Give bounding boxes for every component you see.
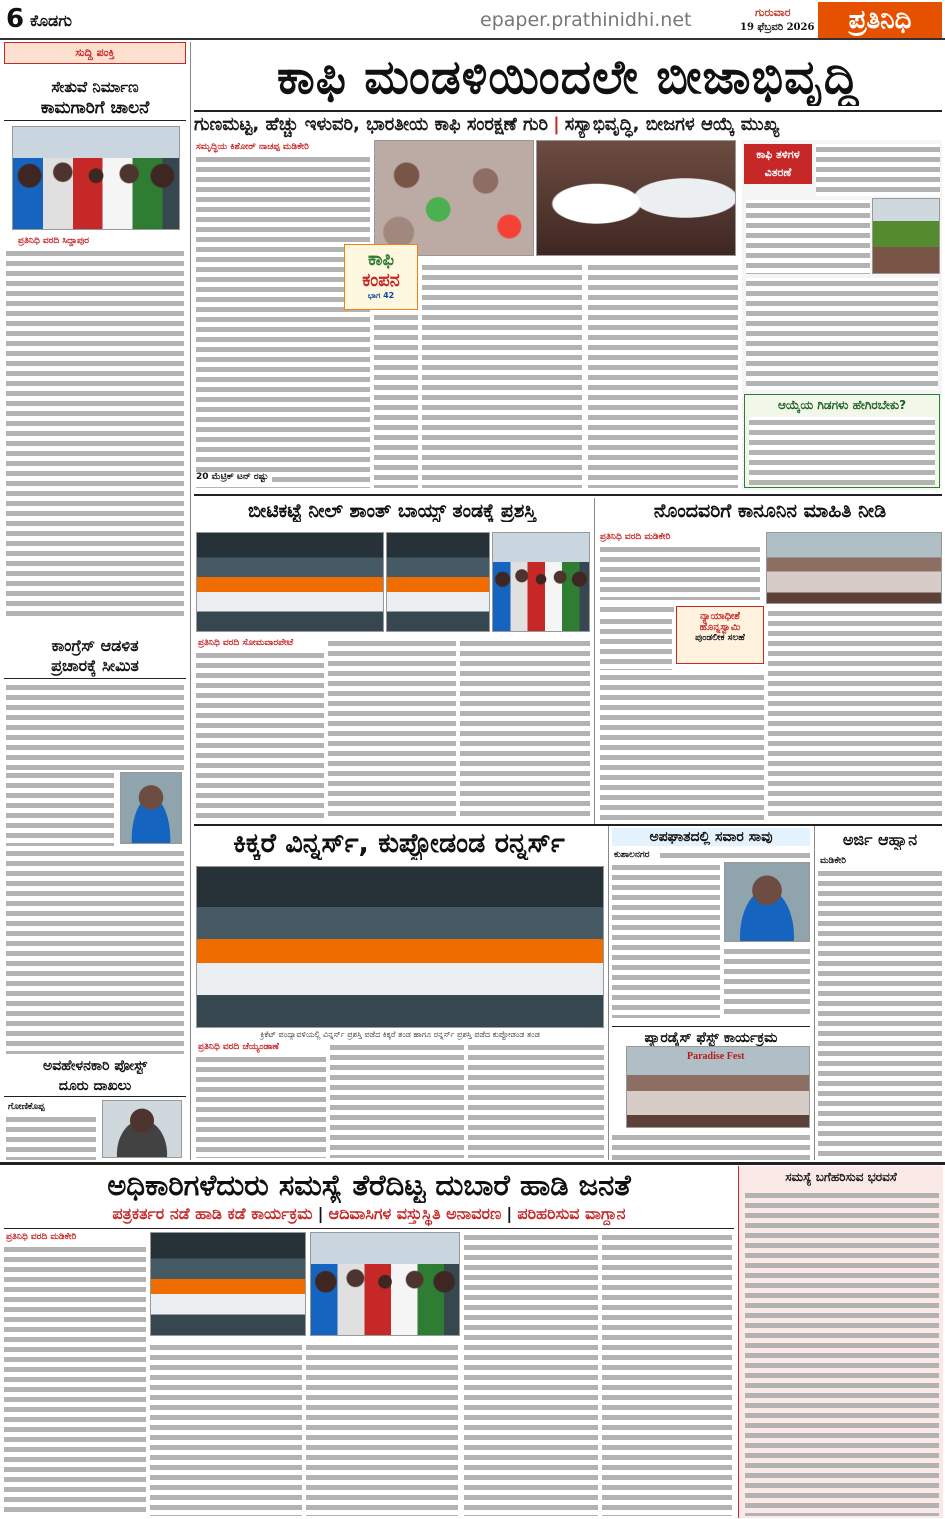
sidebar-body-text [816,144,940,196]
quote-line3: ಪುಂಡಲೀಕ ಸಲಹೆ [695,633,745,643]
bottom-byline: ಪ್ರತಿನಿಧಿ ವರದಿ ಮಡಿಕೇರಿ [6,1232,77,1242]
bottom-rule [4,1228,734,1229]
section-rule [0,1162,945,1165]
bottom-body-col1 [4,1244,146,1516]
victims-headline: ನೊಂದವರಿಗೆ ಕಾನೂನಿನ ಮಾಹಿತಿ ನೀಡಿ [653,500,887,522]
accident-body-text [660,850,810,860]
lead-subhead-b: ಸಸ್ಯಾಭಿವೃದ್ಧಿ, ಬೀಜಗಳ ಆಯ್ಕೆ ಮುಖ್ಯ [564,114,780,135]
paradise-fest-photo [626,1046,810,1128]
victims-body-text [600,604,674,614]
story-headline-line1: ಅವಹೇಳನಕಾರಿ ಪೋಸ್ಟ್ [42,1058,148,1074]
bottom-subhead-c: ಪರಿಹರಿಸುವ ವಾಗ್ದಾನ [517,1204,626,1223]
column-divider [594,498,595,824]
victims-byline: ಪ್ರತಿನಿಧಿ ವರದಿ ಮಡಿಕೇರಿ [600,532,671,542]
masthead [0,0,945,40]
lead-byline: ಸಮೃದ್ಧಿಯ ಕಿಶೋರ್ ನಾಚಪ್ಪ ಮಡಿಕೇರಿ [196,142,309,152]
quote-box [676,606,764,664]
bottom-body-col5 [602,1232,732,1516]
story-byline: ಪ್ರತಿನಿಧಿ ವರದಿ ಸಿದ್ದಾಪುರ [18,236,90,246]
story-headline-line2: ದೂರು ದಾಖಲು [4,1078,186,1097]
cricket-teams-photo [196,866,604,1028]
beeti-body-col2 [328,638,456,820]
sidebar-body-text [746,200,870,274]
section-rule [194,494,942,496]
bottom-subhead-b: ಆದಿವಾಸಿಗಳ ವಸ್ತುಸ್ಥಿತಿ ಅನಾವರಣ [328,1204,502,1223]
legal-awareness-photo [766,532,942,604]
story-body-text [6,848,184,1054]
story-headline-line2: ಪ್ರಚಾರಕ್ಕೆ ಸೀಮಿತ [4,656,186,679]
accident-victim-photo [724,862,810,942]
victims-body-text [600,544,760,600]
paradise-headline: ಪ್ಯಾರಡೈಸ್ ಫೆಸ್ಟ್ ಕಾರ್ಯಕ್ರಮ [612,1026,810,1046]
kikkare-body-col1 [196,1054,326,1158]
application-byline: ಮಡಿಕೇರಿ [820,856,846,866]
bottom-subhead-a: ಪತ್ರಕರ್ತರ ನಡೆ ಹಾಡಿ ಕಡೆ ಕಾರ್ಯಕ್ರಮ [112,1204,313,1223]
bottom-body-col2 [150,1342,302,1516]
column-divider [190,42,191,1160]
lead-subhead [194,114,942,138]
sidebar-tag [744,144,812,184]
lead-body-col3 [588,262,738,488]
story-headline-line1: ಕಾಂಗ್ರೆಸ್ ಆಡಳಿತ [51,636,139,655]
sidebar-tag-line2: ವಿತರಣೆ [764,166,792,179]
bottom-body-col3 [306,1342,458,1516]
column-divider [814,826,815,1160]
section-rule [194,824,942,826]
question-box [744,394,940,488]
lead-headline: ಕಾಫಿ ಮಂಡಳಿಯಿಂದಲೇ ಬೀಜಾಭಿವೃದ್ಧಿ [277,50,859,105]
story-body-text [6,1114,96,1160]
sidebar-body-text [746,278,938,390]
sidebar-heading: ಸಮಸ್ಯೆ ಬಗೆಹರಿಸುವ ಭರವಸೆ [785,1170,897,1184]
politician-portrait [120,772,182,844]
series-part: ಭಾಗ 42 [367,291,395,300]
beeti-photo-3 [492,532,590,632]
story-headline-line1: ಸೇತುವೆ ನಿರ್ಮಾಣ [51,78,139,96]
story-body-text [6,682,184,770]
kikkare-body-col3 [468,1042,604,1158]
left-column [4,42,186,1160]
lead-subhead-a: ಗುಣಮಟ್ಟ, ಹೆಚ್ಚು ಇಳುವರಿ, ಭಾರತೀಯ ಕಾಫಿ ಸಂರಕ್ಷಣೆ ಗುರಿ [194,114,548,135]
bottom-sidebar [738,1166,943,1518]
story-headline-line2: ಕಾಮಗಾರಿಗೆ ಚಾಲನೆ [4,98,186,121]
kikkare-byline: ಪ್ರತಿನಿಧಿ ವರದಿ ಚೆಯ್ಯಂಡಾಣೆ [198,1042,279,1052]
bottom-body-col4 [464,1232,598,1516]
beeti-headline: ಬೀಟಿಕಟ್ಟೆ ನೀಲ್ ಶಾಂತ್ ಬಾಯ್ಸ್ ತಂಡಕ್ಕೆ ಪ್ರಶಸ್ತಿ [248,500,536,522]
story-body-text [6,248,184,620]
beeti-body-col3 [460,638,590,820]
issue-date: 19 ಫೆಬ್ರವರಿ 2026 [740,22,815,33]
lead-sidebar [742,140,942,490]
sidebar-tag-line1: ಕಾಫಿ ತಳಿಗಳ [756,148,800,161]
page-number: 6 [6,4,25,34]
subhead-separator: | [506,1204,513,1223]
site-url[interactable]: epaper.prathinidhi.net [480,9,692,31]
question-body-text [749,417,935,485]
column-divider [608,826,609,1160]
accident-body-text [724,946,810,1018]
application-body-text [818,868,942,1160]
lead-body-col2b [374,312,418,488]
paradise-banner-text: Paradise Fest [687,1051,745,1062]
application-headline: ಅರ್ಜಿ ಆಹ್ವಾನ [842,830,918,849]
quote-line2: ಹೊನ್ನಸ್ವಾಮಿ [699,622,741,633]
column-label: ಸುದ್ದಿ ಪಂಕ್ತಿ [4,42,186,64]
subhead-separator: | [553,114,560,135]
quote-line1: ನ್ಯಾಯಾಧೀಶೆ [700,611,740,622]
lead-body-col1 [196,154,370,488]
bridge-work-photo [12,126,180,230]
coffee-plant-photo [872,198,940,274]
accident-body-text [612,862,720,1018]
beeti-byline: ಪ್ರತಿನಿಧಿ ವರದಿ ಸೋಮವಾರಪೇಟೆ [198,638,294,648]
victims-body-text [600,616,672,670]
paradise-body-text [612,1132,810,1160]
lead-body-col2 [422,262,582,488]
issue-day: ಗುರುವಾರ [755,6,791,19]
victims-body-text [768,608,942,820]
beeti-photo-2 [386,532,490,632]
victims-body-text [600,672,764,820]
newspaper-logo: ಪ್ರತಿನಿಧಿ [818,2,942,38]
accident-byline: ಕುಶಾಲನಗರ [614,850,650,860]
lead-inline-note: 20 ಮೆಟ್ರಿಕ್ ಟನ್ ರಷ್ಟು [196,472,272,482]
series-logo [344,244,418,310]
accident-headline-box [612,828,810,846]
beeti-body-col1 [196,650,324,820]
series-logo-line1: ಕಾಫಿ [368,249,394,270]
police-station-photo [102,1100,182,1158]
coffee-beans-photo [374,140,534,256]
lead-rule [194,110,942,112]
hadi-meeting-photo-2 [310,1232,460,1336]
kikkare-body-col2 [330,1042,464,1158]
kikkare-headline: ಕಿಕ್ಕರೆ ವಿನ್ನರ್ಸ್, ಕುಪ್ಪೋಡಂಡ ರನ್ನರ್ಸ್ [233,828,565,859]
question-heading: ಆಯ್ಕೆಯ ಗಿಡಗಳು ಹೇಗಿರಬೇಕು? [777,398,907,412]
page-section-name: ಕೊಡಗು [30,11,72,30]
kikkare-photo-caption: ಕ್ರಿಕೆಟ್ ಪಂದ್ಯಾವಳಿಯಲ್ಲಿ ವಿನ್ನರ್ಸ್ ಪ್ರಶಸ್ತಿ ಪಡೆದ ಕಿಕ್ಕರೆ ತಂಡ ಹಾಗೂ ರನ್ನರ್ಸ್ ಪ್ರಶಸ್ತಿ ಪಡೆದ ಕುಪ್ಪೋಡಂಡ ತಂಡ [260,1030,540,1039]
story-byline: ಗೋಣಿಕೊಪ್ಪ [8,1102,45,1112]
beeti-photo-1 [196,532,384,632]
seed-bags-photo [536,140,736,256]
subhead-separator: | [317,1204,324,1223]
sidebar-body-text [745,1190,939,1516]
accident-headline: ಅಪಘಾತದಲ್ಲಿ ಸವಾರ ಸಾವು [649,829,773,845]
story-body-text [6,770,114,846]
hadi-meeting-photo-1 [150,1232,306,1336]
bottom-subhead [4,1204,734,1226]
bottom-headline: ಅಧಿಕಾರಿಗಳೆದುರು ಸಮಸ್ಯೆ ತೆರೆದಿಟ್ಟ ದುಬಾರೆ ಹಾಡಿ ಜನತೆ [107,1168,631,1202]
series-logo-line2: ಕಂಪನ [362,270,400,291]
